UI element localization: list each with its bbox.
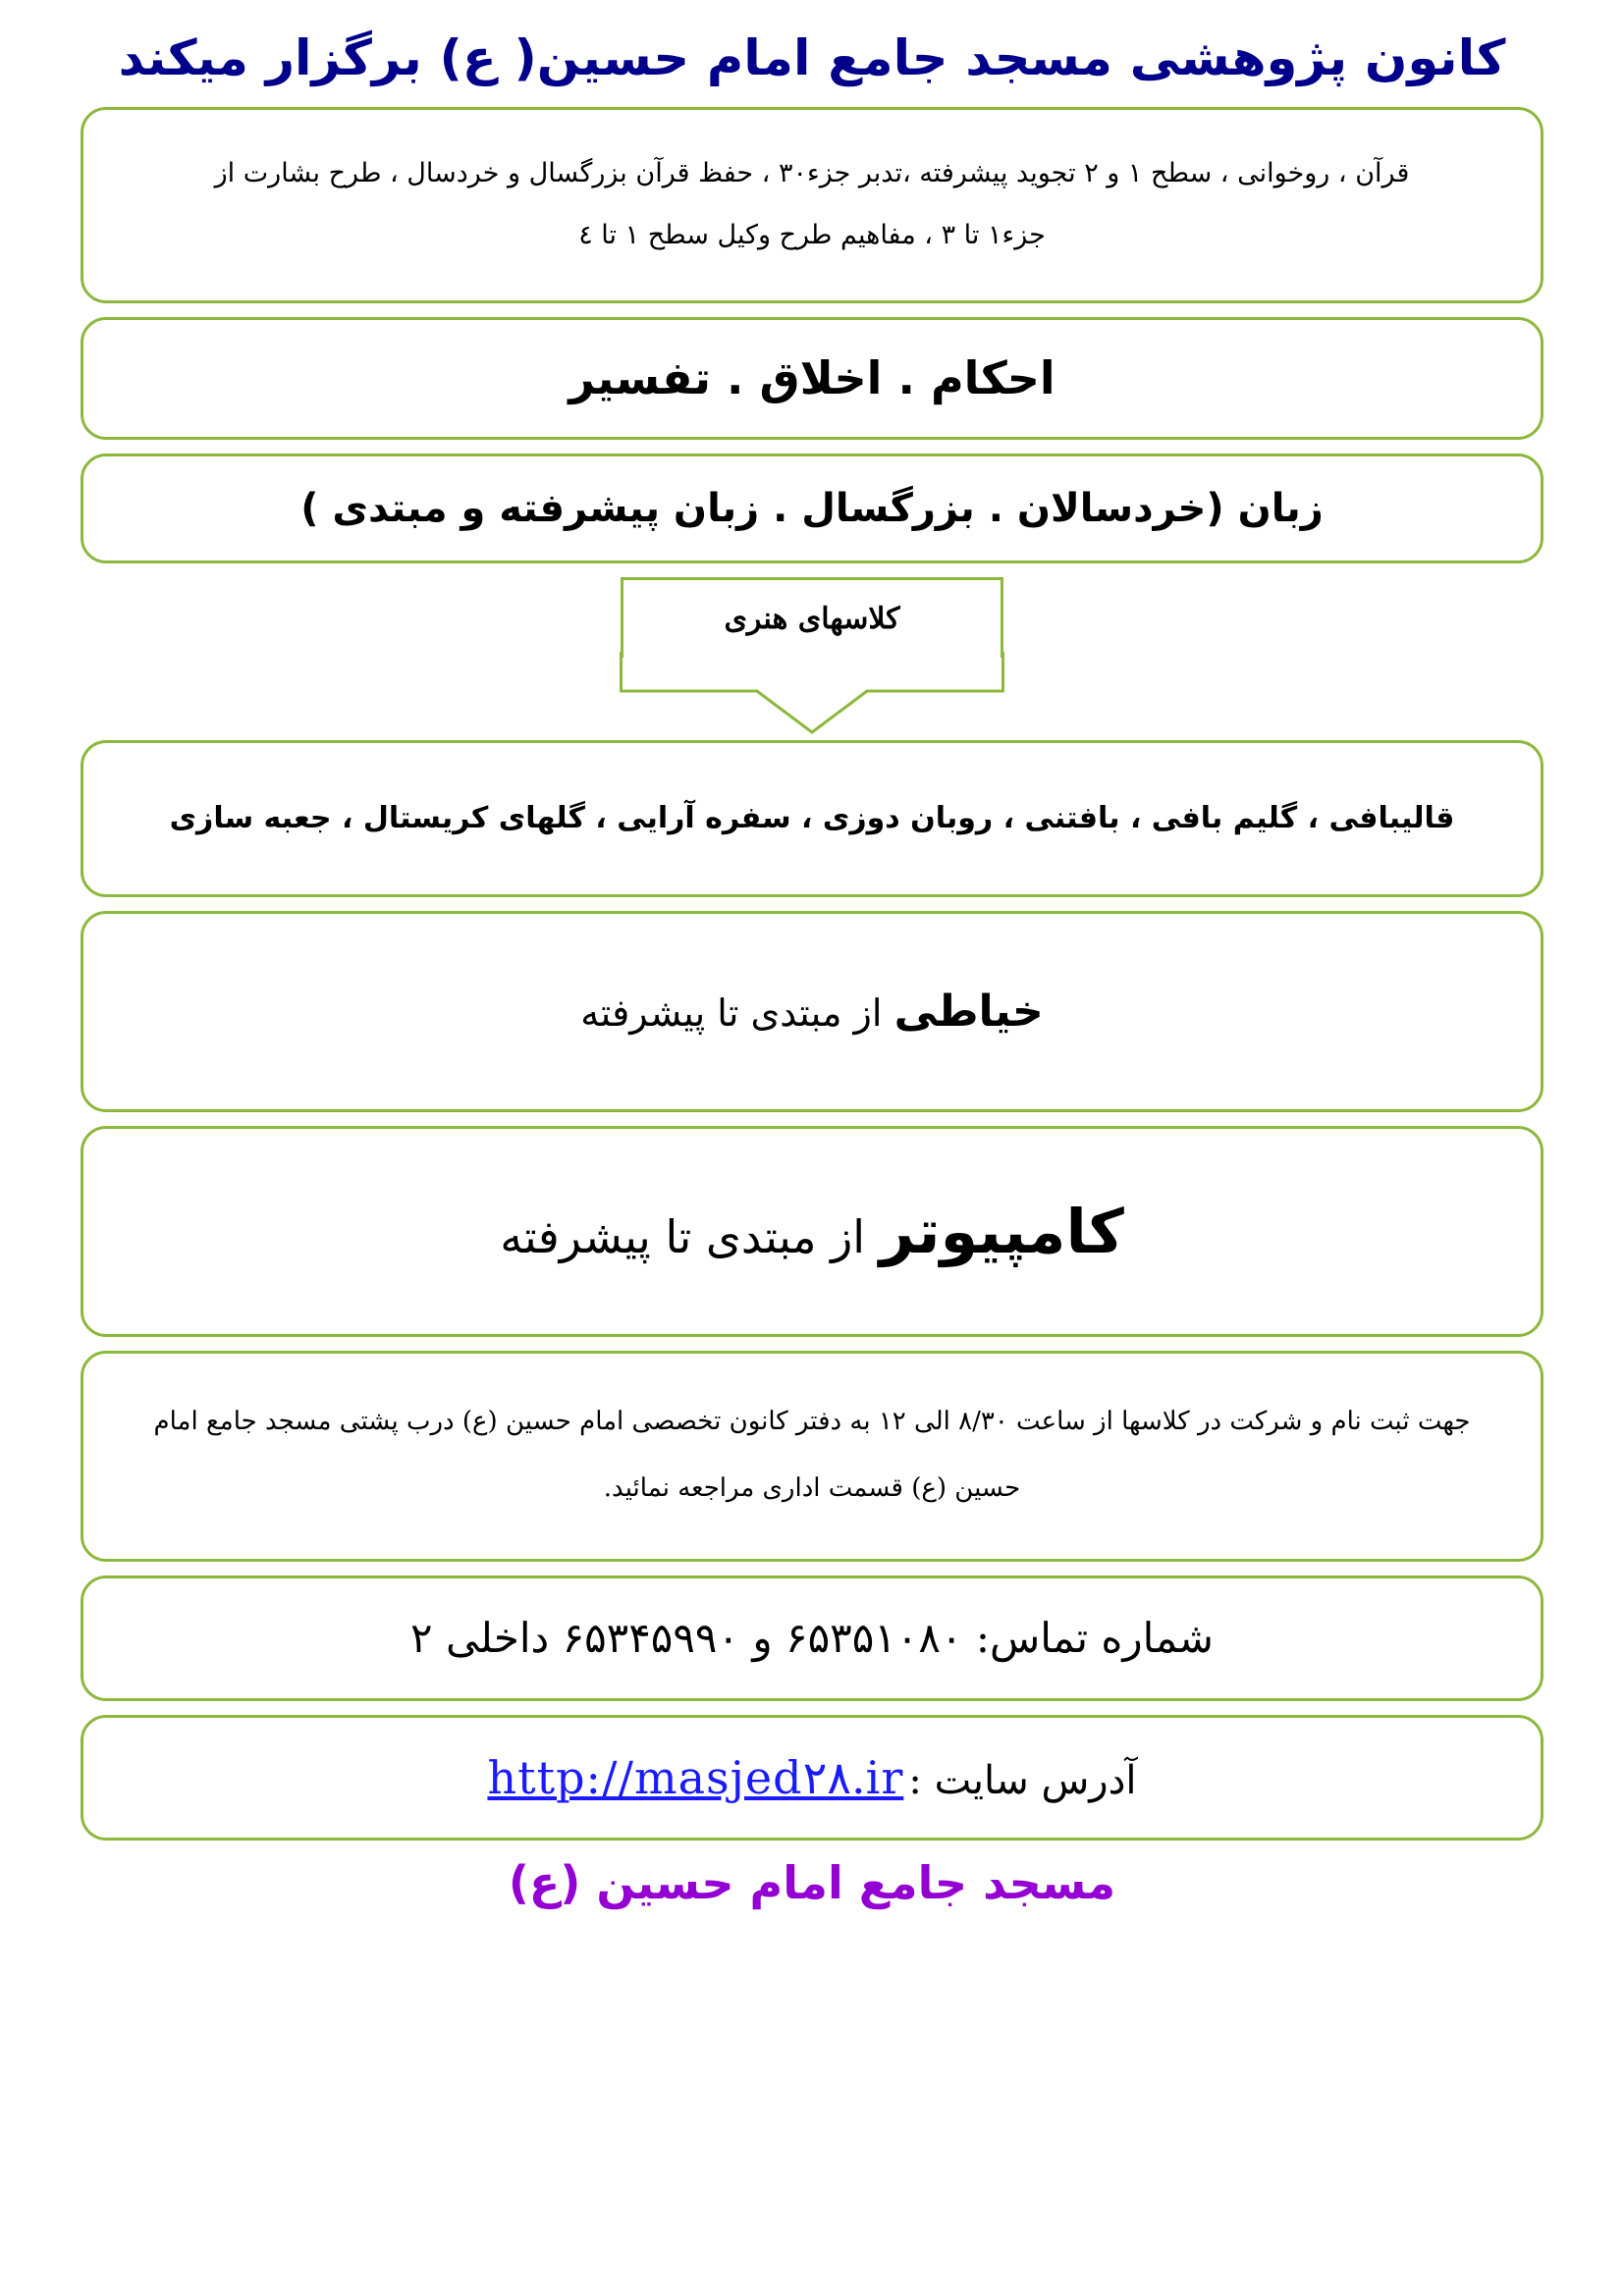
down-arrow-icon [620, 652, 1004, 734]
ahkam-ethics-tafsir-text: احکام . اخلاق . تفسیر [568, 351, 1056, 404]
computer-course-box [81, 1126, 1543, 1337]
registration-info-line-2: حسین (ع) قسمت اداری مراجعه نمائید. [603, 1473, 1021, 1503]
ahkam-ethics-tafsir-box [81, 317, 1543, 440]
quran-courses-line-1: قرآن ، روخوانی ، سطح ۱ و ۲ تجوید پیشرفته ،تدبر جزء۳۰ ، حفظ قرآن بزرگسال و خردسال ، طرح بشارت از [214, 158, 1410, 189]
phone-numbers-text: شماره تماس: ۶۵۳۵۱۰۸۰ و ۶۵۳۴۵۹۹۰ داخلی ۲ [410, 1614, 1214, 1662]
registration-info-box [81, 1351, 1543, 1562]
website-link[interactable]: http://masjed۲۸.ir [487, 1750, 904, 1804]
registration-info-line-1: جهت ثبت نام و شرکت در کلاسها از ساعت ۸/۳۰ الی ۱۲ به دفتر کانون تخصصی امام حسین (ع) درب پشتی مسجد جامع امام [153, 1407, 1471, 1437]
art-classes-label-box [621, 577, 1003, 658]
language-courses-text: زبان (خردسالان . بزرگسال . زبان پیشرفته و مبتدی ) [300, 485, 1324, 531]
website-label: آدرس سایت : [908, 1757, 1137, 1803]
phone-numbers-box [81, 1575, 1543, 1701]
language-courses-box [81, 454, 1543, 563]
art-classes-label: کلاسهای هنری [724, 601, 900, 636]
art-classes-arrow [81, 577, 1543, 734]
sewing-course-title: خیاطی [893, 986, 1044, 1037]
footer-title: مسجد جامع امام حسین (ع) [508, 1855, 1116, 1909]
quran-courses-box [81, 107, 1543, 303]
page-title: کانون پژوهشی مسجد جامع امام حسین( ع) برگزار میکند [118, 29, 1506, 86]
sewing-course-box [81, 911, 1543, 1112]
sewing-course-level: از مبتدی تا پیشرفته [580, 990, 883, 1035]
handicraft-courses-text: قالیبافی ، گلیم بافی ، بافتنی ، روبان دوزی ، سفره آرایی ، گلهای کریستال ، جعبه سازی [169, 801, 1455, 835]
computer-course-level: از مبتدی تا پیشرفته [500, 1209, 866, 1263]
handicraft-courses-box [81, 740, 1543, 897]
website-box [81, 1715, 1543, 1841]
computer-course-title: کامپیوتر [879, 1195, 1124, 1267]
quran-courses-line-2: جزء۱ تا ۳ ، مفاهیم طرح وکیل سطح ۱ تا ٤ [578, 219, 1046, 250]
